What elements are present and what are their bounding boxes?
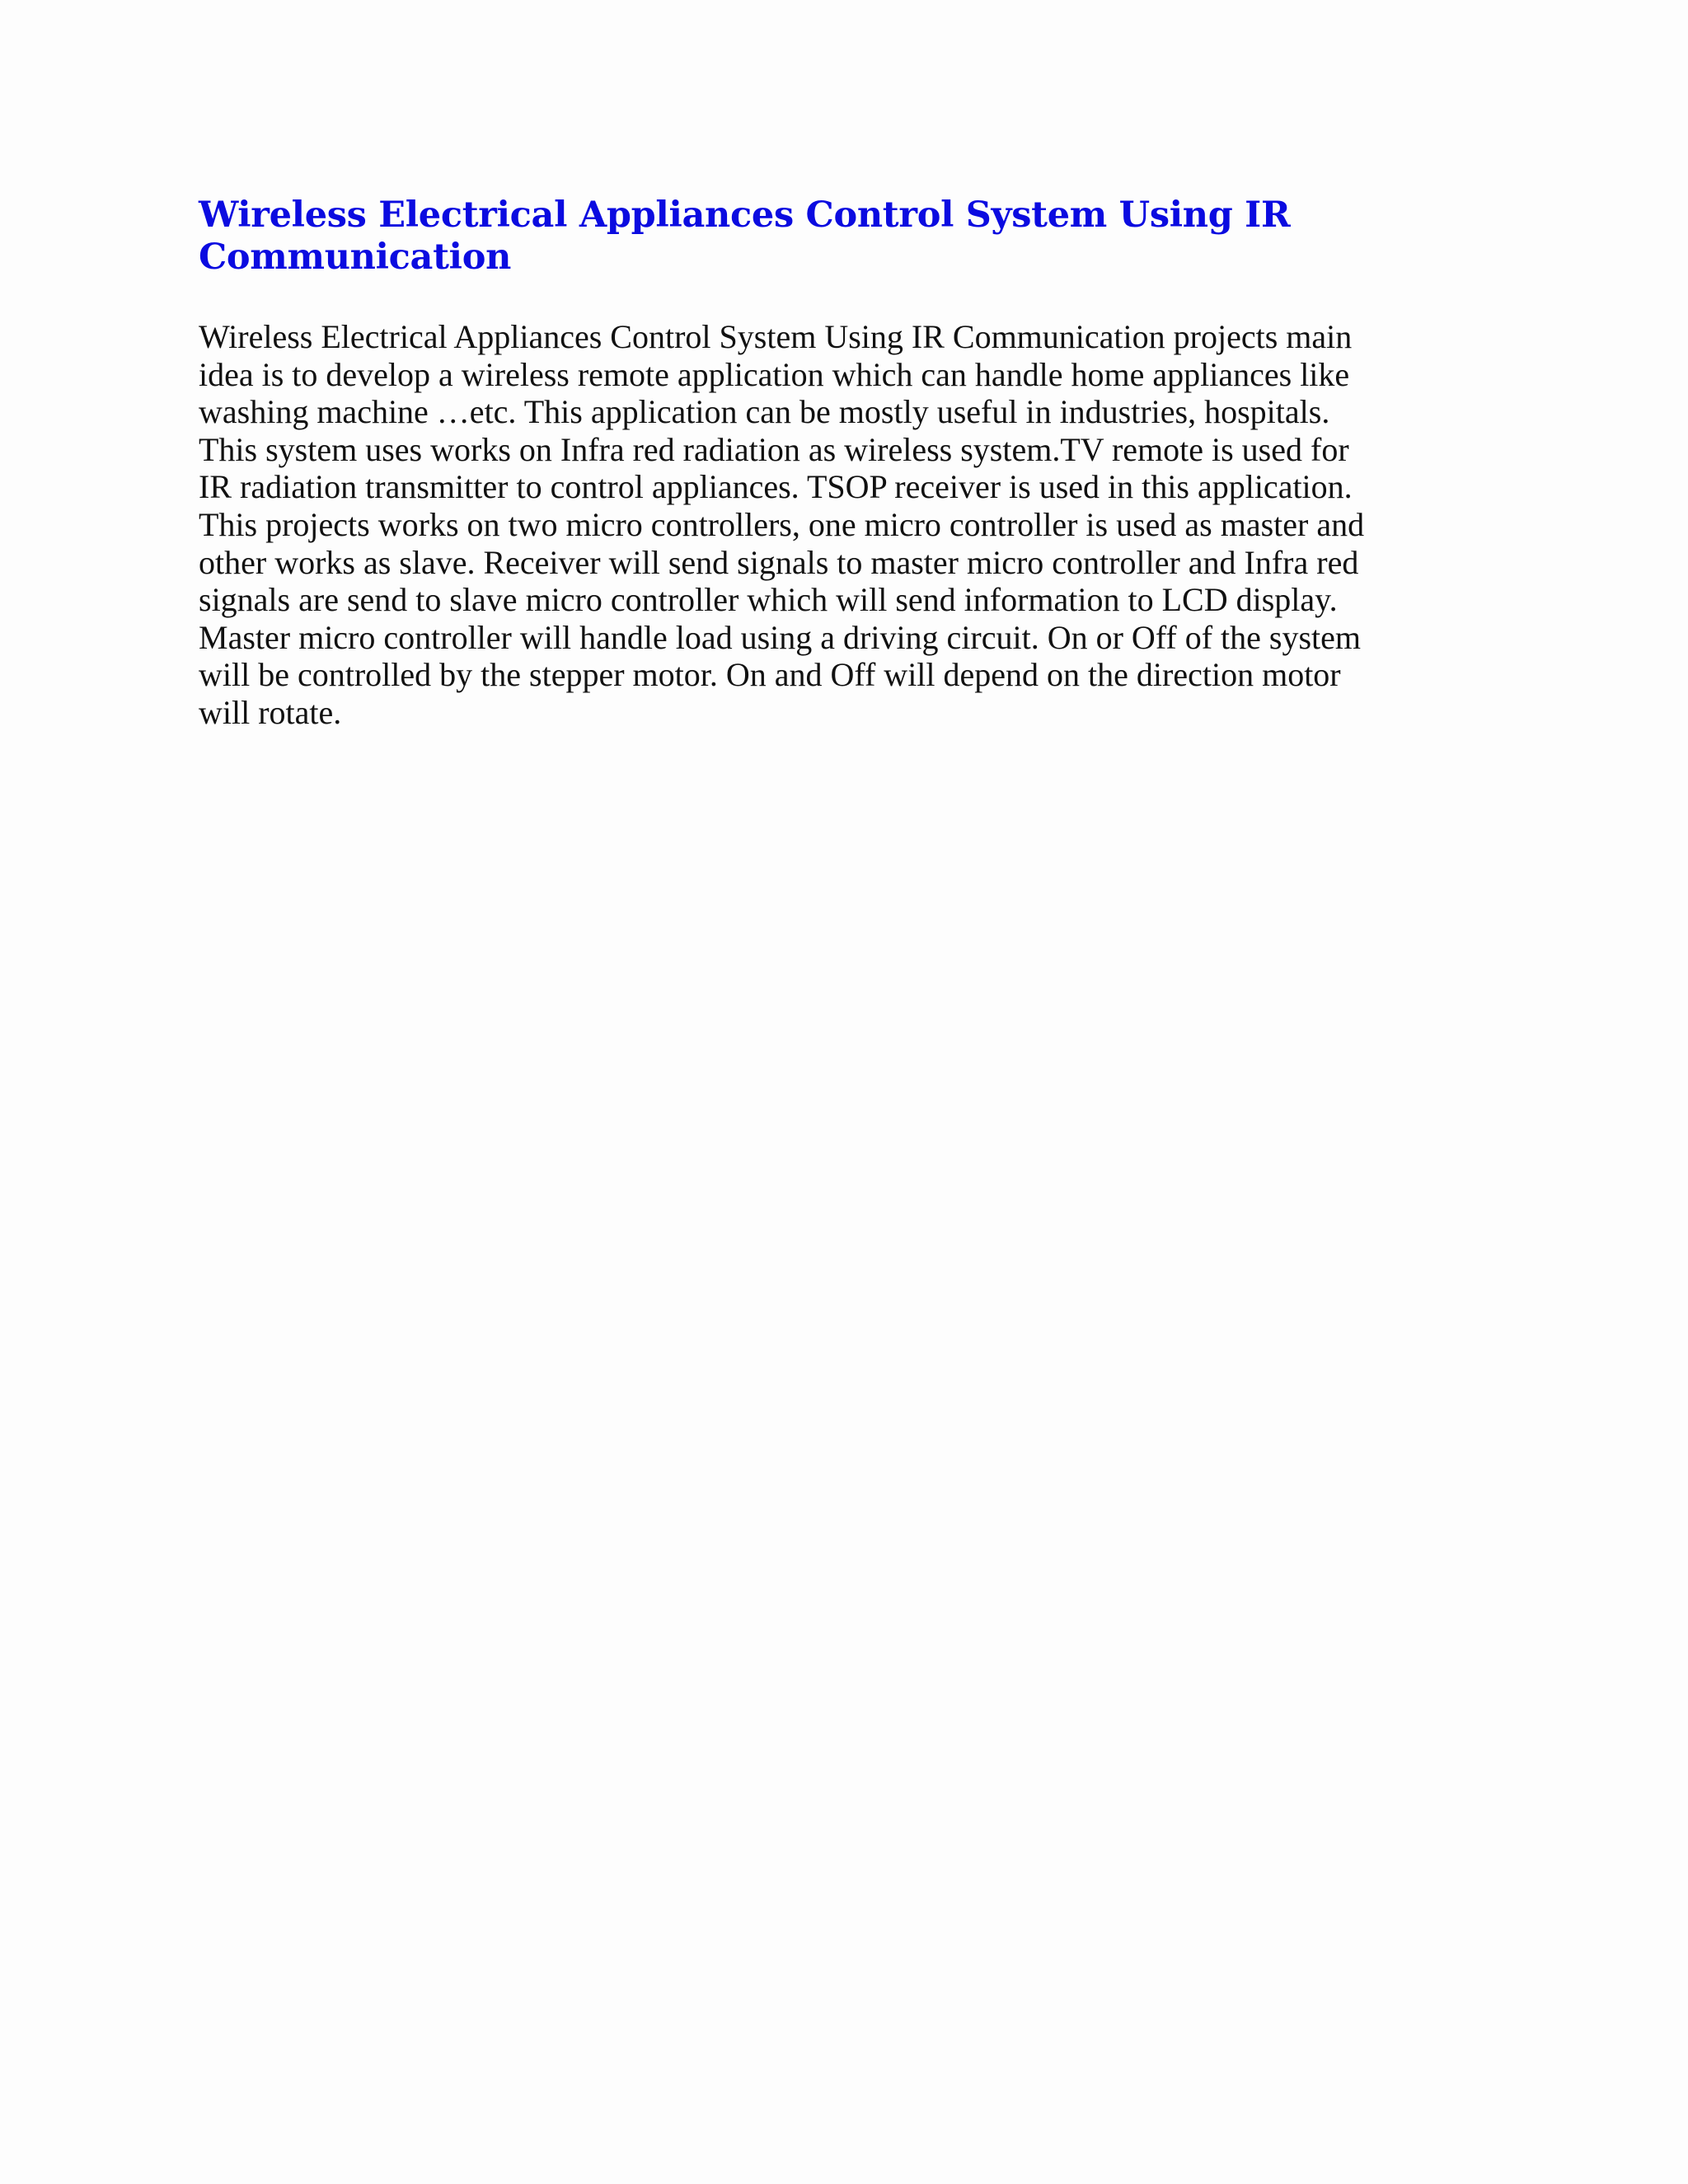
document-title: Wireless Electrical Appliances Control System Using IR Communication xyxy=(199,194,1291,278)
document-body: Wireless Electrical Appliances Control System Using IR Communication projects main idea is to develop a wireless remote application which can handle home appliances like washing machine …etc. This application can be mostly useful in industries, hospitals. This system uses works on Infra red radiation as wireless system.TV remote is used for IR radiation transmitter to control appliances. TSOP receiver is used in this application. This projects works on two micro controllers, one micro controller is used as master and other works as slave. Receiver will send signals to master micro controller and Infra red signals are send to slave micro controller which will send information to LCD display. Master micro controller will handle load using a driving circuit. On or Off of the system will be controlled by the stepper motor. On and Off will depend on the direction motor will rotate. xyxy=(199,318,1365,731)
document-content xyxy=(199,194,1501,732)
